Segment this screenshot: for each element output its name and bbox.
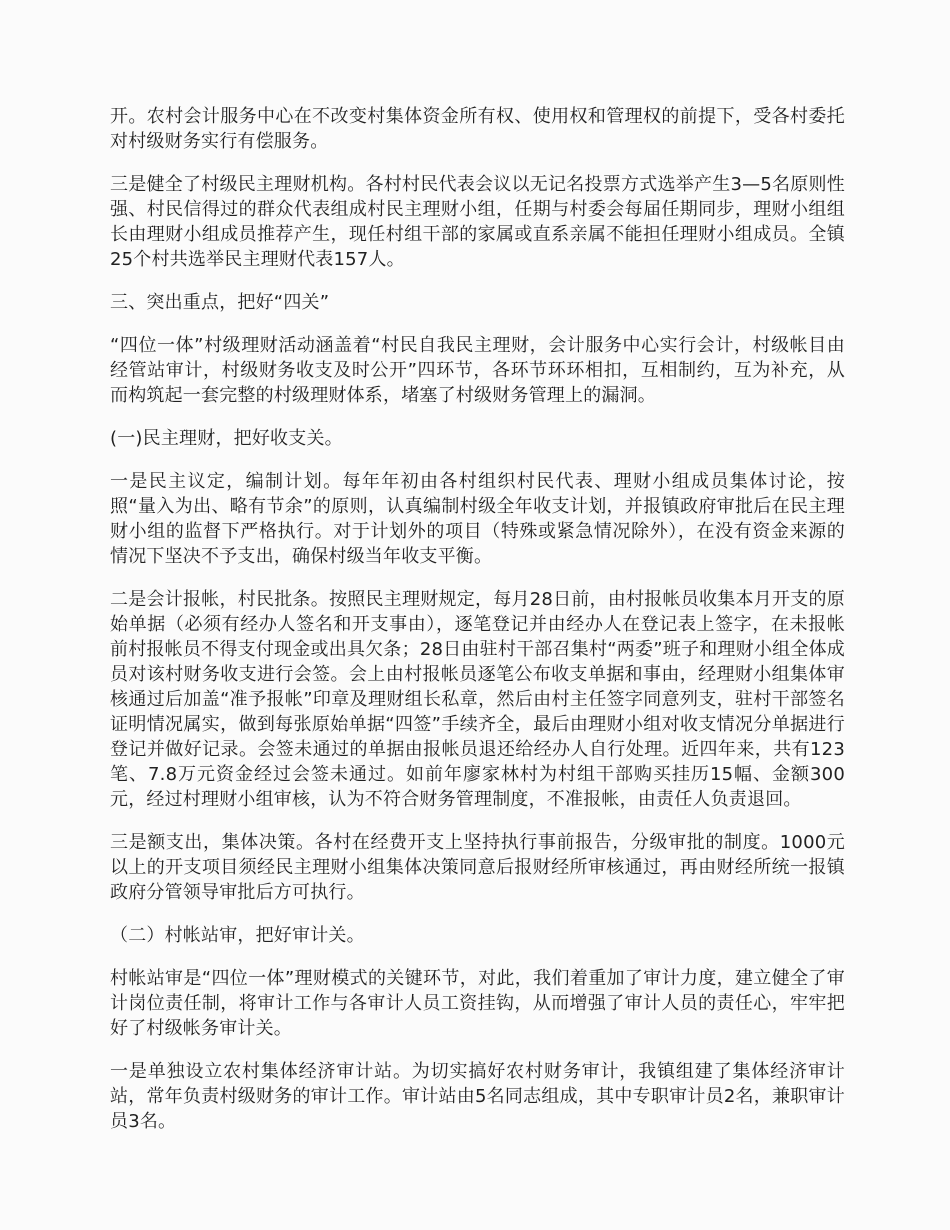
paragraph-accounting-reporting: 二是会计报帐，村民批条。按照民主理财规定，每月28日前，由村报帐员收集本月开支的原始单据（必须有经办人签名和开支事由），逐笔登记并由经办人在登记表上签字，在未报帐前村报帐员不得支付现金或出具欠条；28日由驻村干部召集村“两委”班子和理财小组全体成员对该村财务收支进行会签。会上由村报帐员逐笔公布收支单据和事由，经理财小组集体审核通过后加盖“准予报帐”印章及理财组长私章，然后由村主任签字同意列支，驻村干部签名证明情况属实，做到每张原始单据“四签”手续齐全，最后由理财小组对收支情况分单据进行登记并做好记录。会签未通过的单据由报帐员退还给经办人自行处理。近四年来，共有123笔、7.8万元资金经过会签未通过。如前年廖家林村为村组干部购买挂历15幅、金额300元，经过村理财小组审核，认为不符合财务管理制度，不准报帐，由责任人负责退回。: [110, 589, 845, 810]
paragraph-budget-planning: 一是民主议定，编制计划。每年年初由各村组织村民代表、理财小组成员集体讨论，按照“量入为出、略有节余”的原则，认真编制村级全年收支计划，并报镇政府审批后在民主理财小组的监督下严格执行。对于计划外的项目（特殊或紧急情况除外），在没有资金来源的情况下坚决不予支出，确保村级当年收支平衡。: [110, 471, 845, 567]
paragraph-audit-station: 一是单独设立农村集体经济审计站。为切实搞好农村财务审计，我镇组建了集体经济审计站，常年负责村级财务的审计工作。审计站由5名同志组成，其中专职审计员2名，兼职审计员3名。: [110, 1061, 845, 1132]
paragraph-four-in-one-overview: “四位一体”村级理财活动涵盖着“村民自我民主理财，会计服务中心实行会计，村级帐目由经管站审计，村级财务收支及时公开”四环节，各环节环环相扣，互相制约，互为补充，从而构筑起一套完整的村级理财体系，堵塞了村级财务管理上的漏洞。: [110, 335, 845, 406]
paragraph-democratic-finance-body: 三是健全了村级民主理财机构。各村村民代表会议以无记名投票方式选举产生3—5名原则性强、村民信得过的群众代表组成村民主理财小组，任期与村委会每届任期同步，理财小组组长由理财小组成员推荐产生，现任村组干部的家属或直系亲属不能担任理财小组成员。全镇25个村共选举民主理财代表157人。: [110, 174, 845, 270]
paragraph-collective-decision: 三是额支出，集体决策。各村在经费开支上坚持执行事前报告，分级审批的制度。1000元以上的开支项目须经民主理财小组集体决策同意后报财经所审核通过，再由财经所统一报镇政府分管领导审批后方可执行。: [110, 832, 845, 903]
subsection-heading-one: (一)民主理财，把好收支关。: [110, 428, 343, 449]
paragraph-audit-responsibility: 村帐站审是“四位一体”理财模式的关键环节，对此，我们着重加了审计力度，建立健全了审计岗位责任制，将审计工作与各审计人员工资挂钩，从而增强了审计人员的责任心，牢牢把好了村级帐务审计关。: [110, 968, 845, 1039]
section-heading-three: 三、突出重点，把好“四关”: [110, 292, 330, 313]
paragraph-continuation: 开。农村会计服务中心在不改变村集体资金所有权、使用权和管理权的前提下，受各村委托对村级财务实行有偿服务。: [110, 106, 845, 152]
subsection-heading-two: （二）村帐站审，把好审计关。: [110, 925, 365, 946]
